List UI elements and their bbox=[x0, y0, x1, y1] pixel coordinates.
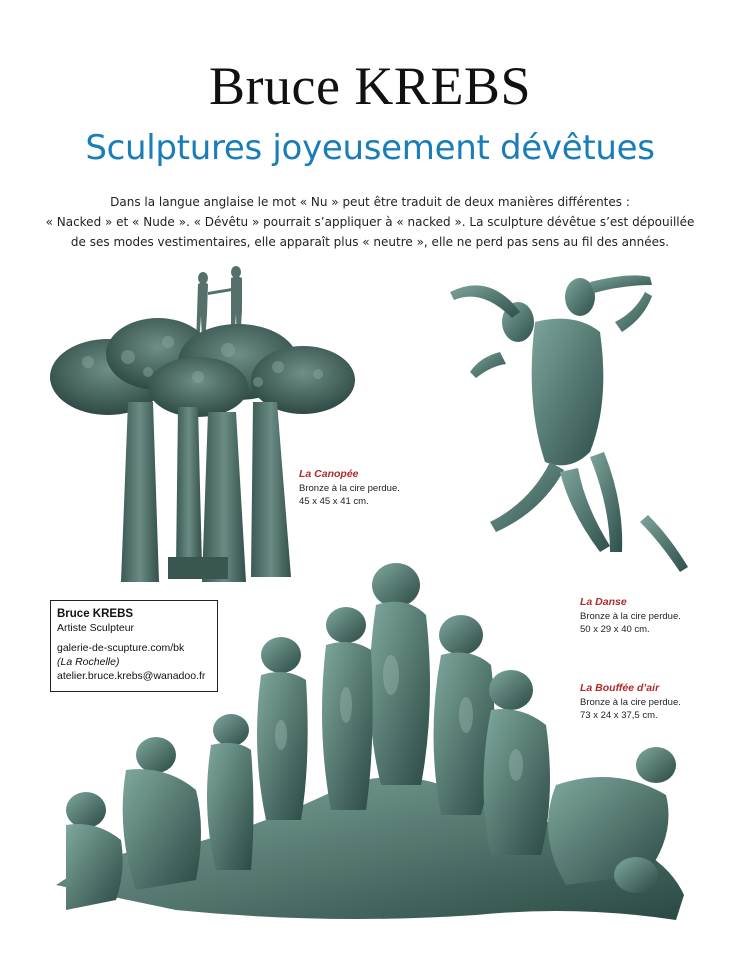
contact-website[interactable]: galerie-de-scupture.com/bk bbox=[57, 642, 185, 654]
work-material: Bronze à la cire perdue. bbox=[580, 697, 681, 708]
bouffee-caption bbox=[580, 682, 681, 722]
work-material: Bronze à la cire perdue. bbox=[299, 483, 400, 494]
intro-line: Dans la langue anglaise le mot « Nu » peut être traduit de deux manières différentes : bbox=[110, 195, 630, 209]
danse-sculpture-image bbox=[440, 262, 700, 592]
work-material: Bronze à la cire perdue. bbox=[580, 611, 681, 622]
page-subtitle: Sculptures joyeusement dévêtues bbox=[85, 128, 655, 168]
contact-email[interactable]: atelier.bruce.krebs@wanadoo.fr bbox=[57, 670, 206, 682]
danse-caption bbox=[580, 596, 681, 636]
work-title: La Danse bbox=[580, 596, 627, 608]
intro-paragraph bbox=[40, 192, 700, 252]
work-dimensions: 73 x 24 x 37,5 cm. bbox=[580, 710, 658, 721]
intro-line: de ses modes vestimentaires, elle apparaît plus « neutre », elle ne perd pas sens au fil des années. bbox=[70, 235, 670, 249]
work-dimensions: 45 x 45 x 41 cm. bbox=[299, 496, 369, 507]
contact-role: Artiste Sculpteur bbox=[57, 622, 135, 634]
canopee-sculpture-image bbox=[48, 262, 360, 592]
intro-line: « Nacked » et « Nude ». « Dévêtu » pourrait s’appliquer à « nacked ». La sculpture dévêtue s’est dépouillée bbox=[45, 215, 695, 229]
contact-box bbox=[50, 600, 218, 692]
page-title: Bruce KREBS bbox=[209, 56, 531, 116]
work-dimensions: 50 x 29 x 40 cm. bbox=[580, 624, 650, 635]
contact-name: Bruce KREBS bbox=[57, 608, 134, 620]
work-title: La Canopée bbox=[299, 468, 359, 480]
canopee-caption bbox=[299, 468, 400, 508]
work-title: La Bouffée d’air bbox=[580, 682, 660, 694]
contact-city: (La Rochelle) bbox=[57, 656, 120, 668]
